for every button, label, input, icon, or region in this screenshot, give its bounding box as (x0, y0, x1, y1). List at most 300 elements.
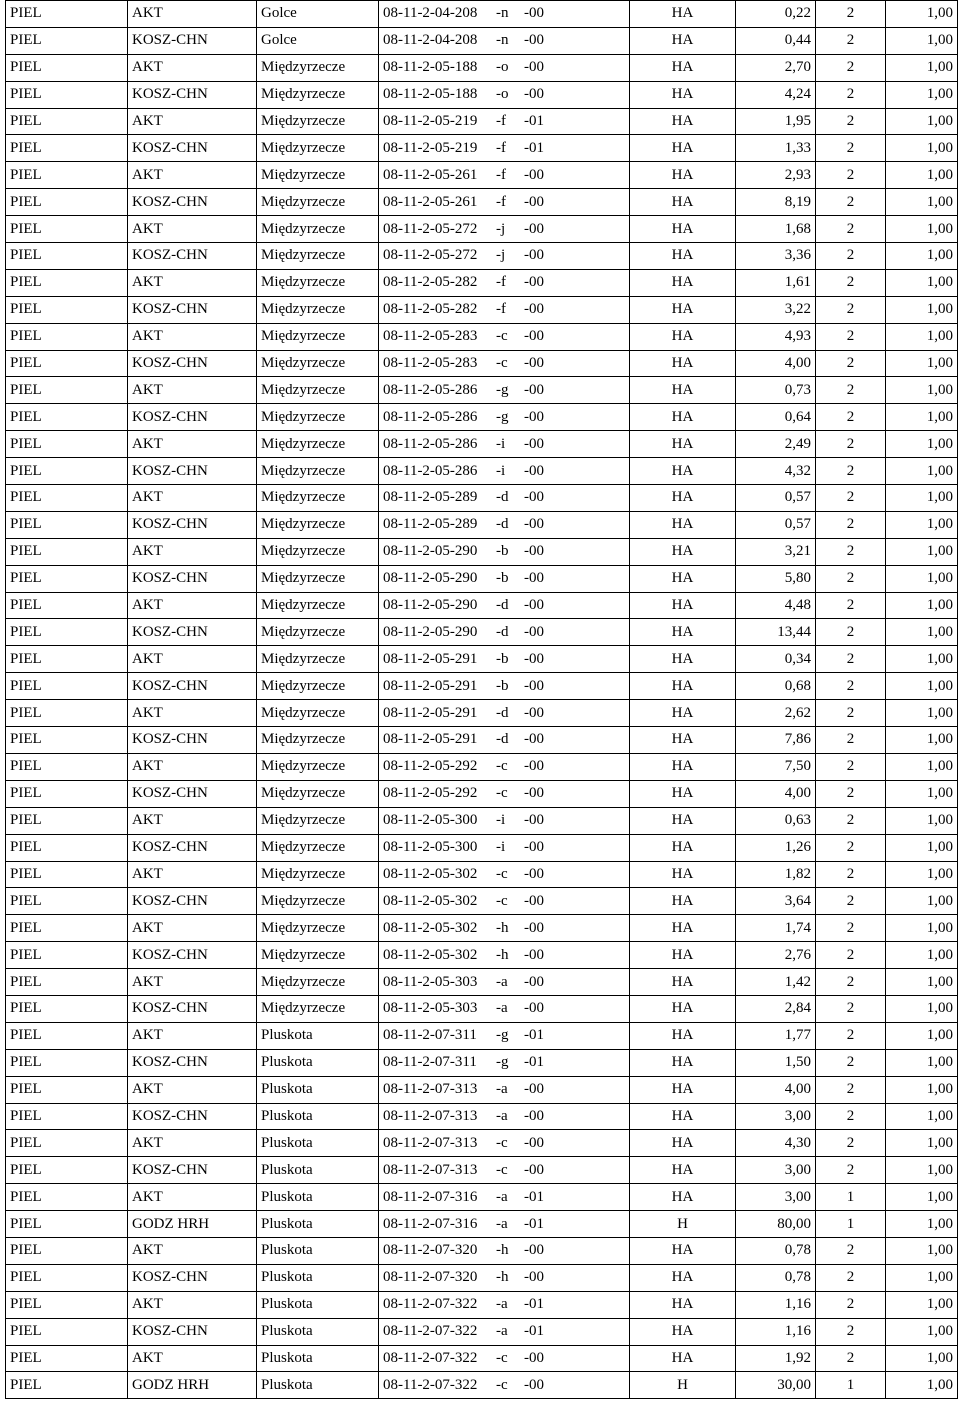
cell-operation (128, 54, 257, 81)
table-row (6, 1184, 958, 1211)
address-sub-text: -g (496, 408, 509, 425)
cell-unit (630, 646, 736, 673)
cell-rate (886, 1130, 958, 1157)
cell-location (257, 269, 379, 296)
rate-text: 1,00 (926, 597, 953, 614)
location-text: Międzyrzecze (261, 677, 346, 694)
cell-operation (128, 216, 257, 243)
address-part-text: -01 (524, 1215, 544, 1232)
quantity-text: 5,80 (784, 570, 811, 587)
cell-category (6, 942, 128, 969)
cell-unit (630, 1157, 736, 1184)
cell-address (379, 296, 630, 323)
operation-text: AKT (132, 1134, 163, 1151)
cell-rate (886, 1103, 958, 1130)
cell-unit (630, 216, 736, 243)
address-part-text: -00 (524, 919, 544, 936)
cell-operation (128, 646, 257, 673)
cell-rate (886, 1184, 958, 1211)
address-code-text: 08-11-2-05-290 (383, 623, 478, 640)
cell-category (6, 969, 128, 996)
group-text: 2 (846, 1161, 855, 1178)
address-part-text: -00 (524, 220, 544, 237)
rate-text: 1,00 (926, 489, 953, 506)
table-row (6, 269, 958, 296)
unit-text: HA (671, 1161, 694, 1178)
category-text: PIEL (10, 1296, 42, 1313)
cell-operation (128, 807, 257, 834)
unit-text: HA (671, 516, 694, 533)
unit-text: HA (671, 543, 694, 560)
cell-group (816, 888, 886, 915)
unit-text: HA (671, 355, 694, 372)
cell-address (379, 673, 630, 700)
rate-text: 1,00 (926, 516, 953, 533)
location-text: Międzyrzecze (261, 758, 346, 775)
rate-text: 1,00 (926, 973, 953, 990)
cell-operation (128, 915, 257, 942)
cell-location (257, 485, 379, 512)
category-text: PIEL (10, 435, 42, 452)
cell-category (6, 565, 128, 592)
table-row (6, 646, 958, 673)
cell-group (816, 1345, 886, 1372)
group-text: 2 (846, 166, 855, 183)
location-text: Pluskota (261, 1323, 313, 1340)
cell-rate (886, 1049, 958, 1076)
address-code-text: 08-11-2-05-219 (383, 113, 478, 129)
location-text: Międzyrzecze (261, 193, 346, 210)
cell-address (379, 1049, 630, 1076)
quantity-text: 4,48 (784, 597, 811, 614)
cell-category (6, 296, 128, 323)
cell-operation (128, 538, 257, 565)
group-text: 2 (846, 274, 855, 291)
cell-address (379, 969, 630, 996)
cell-operation (128, 1103, 257, 1130)
cell-operation (128, 565, 257, 592)
group-text: 2 (846, 543, 855, 560)
address-code-text: 08-11-2-05-290 (383, 597, 478, 614)
cell-address (379, 1022, 630, 1049)
cell-unit (630, 135, 736, 162)
cell-group (816, 1211, 886, 1238)
cell-unit (630, 54, 736, 81)
operation-text: KOSZ-CHN (132, 570, 208, 587)
cell-group (816, 485, 886, 512)
address-part-text: -00 (524, 650, 544, 667)
cell-group (816, 1157, 886, 1184)
table-row (6, 27, 958, 54)
cell-category (6, 888, 128, 915)
rate-text: 1,00 (926, 946, 953, 963)
operation-text: AKT (132, 166, 163, 183)
quantity-text: 80,00 (777, 1215, 811, 1232)
address-code-text: 08-11-2-05-283 (383, 355, 478, 372)
cell-unit (630, 834, 736, 861)
cell-category (6, 1103, 128, 1130)
quantity-text: 0,64 (784, 408, 811, 425)
category-text: PIEL (10, 1215, 42, 1232)
unit-text: HA (671, 973, 694, 990)
operation-text: AKT (132, 59, 163, 76)
cell-operation (128, 1237, 257, 1264)
address-sub-text: -a (496, 1323, 508, 1340)
cell-operation (128, 1, 257, 28)
cell-rate (886, 807, 958, 834)
rate-text: 1,00 (926, 1188, 953, 1205)
unit-text: HA (671, 892, 694, 909)
rate-text: 1,00 (926, 1376, 953, 1393)
address-part-text: -00 (524, 516, 544, 533)
unit-text: HA (671, 1269, 694, 1286)
cell-location (257, 350, 379, 377)
address-code-text: 08-11-2-07-311 (383, 1027, 477, 1044)
rate-text: 1,00 (926, 5, 953, 22)
cell-operation (128, 700, 257, 727)
operation-text: KOSZ-CHN (132, 301, 208, 318)
cell-location (257, 1, 379, 28)
cell-address (379, 1, 630, 28)
cell-unit (630, 1291, 736, 1318)
cell-quantity (736, 727, 816, 754)
table-row (6, 942, 958, 969)
group-text: 2 (846, 1134, 855, 1151)
cell-address (379, 1345, 630, 1372)
table-row (6, 1264, 958, 1291)
cell-group (816, 753, 886, 780)
unit-text: HA (671, 59, 694, 76)
location-text: Międzyrzecze (261, 247, 346, 264)
address-code-text: 08-11-2-07-313 (383, 1161, 478, 1178)
cell-group (816, 377, 886, 404)
unit-text: HA (671, 274, 694, 291)
cell-unit (630, 296, 736, 323)
address-part-text: -01 (524, 1054, 544, 1071)
cell-unit (630, 915, 736, 942)
table-row (6, 807, 958, 834)
table-row (6, 861, 958, 888)
group-text: 1 (846, 1376, 855, 1393)
cell-rate (886, 995, 958, 1022)
cell-category (6, 108, 128, 135)
table-row (6, 1, 958, 28)
cell-unit (630, 861, 736, 888)
cell-rate (886, 753, 958, 780)
operation-text: AKT (132, 328, 163, 345)
rate-text: 1,00 (926, 1215, 953, 1232)
unit-text: HA (671, 1027, 694, 1044)
quantity-text: 4,30 (784, 1134, 811, 1151)
cell-rate (886, 135, 958, 162)
rate-text: 1,00 (926, 1349, 953, 1366)
table-row (6, 81, 958, 108)
address-code-text: 08-11-2-05-291 (383, 731, 478, 748)
address-sub-text: -d (496, 704, 509, 721)
address-code-text: 08-11-2-05-302 (383, 892, 478, 909)
cell-group (816, 1372, 886, 1399)
cell-quantity (736, 108, 816, 135)
operation-text: KOSZ-CHN (132, 247, 208, 264)
cell-quantity (736, 969, 816, 996)
group-text: 2 (846, 1081, 855, 1098)
cell-unit (630, 1372, 736, 1399)
location-text: Międzyrzecze (261, 892, 346, 909)
location-text: Międzyrzecze (261, 650, 346, 667)
location-text: Golce (261, 32, 297, 49)
category-text: PIEL (10, 139, 42, 156)
cell-category (6, 404, 128, 431)
category-text: PIEL (10, 86, 42, 103)
category-text: PIEL (10, 113, 42, 129)
address-part-text: -00 (524, 86, 544, 103)
address-sub-text: -g (496, 1054, 509, 1071)
category-text: PIEL (10, 32, 42, 49)
unit-text: HA (671, 435, 694, 452)
quantity-text: 1,92 (784, 1349, 811, 1366)
category-text: PIEL (10, 408, 42, 425)
cell-operation (128, 995, 257, 1022)
cell-address (379, 323, 630, 350)
table-row (6, 1103, 958, 1130)
address-part-text: -00 (524, 973, 544, 990)
cell-quantity (736, 1318, 816, 1345)
group-text: 2 (846, 839, 855, 856)
operation-text: KOSZ-CHN (132, 1107, 208, 1124)
table-row (6, 216, 958, 243)
cell-address (379, 216, 630, 243)
cell-address (379, 807, 630, 834)
unit-text: HA (671, 704, 694, 721)
cell-location (257, 54, 379, 81)
cell-category (6, 458, 128, 485)
rate-text: 1,00 (926, 543, 953, 560)
quantity-text: 0,57 (784, 489, 811, 506)
address-part-text: -00 (524, 1107, 544, 1124)
cell-operation (128, 861, 257, 888)
location-text: Międzyrzecze (261, 59, 346, 76)
unit-text: HA (671, 919, 694, 936)
cell-rate (886, 727, 958, 754)
cell-quantity (736, 296, 816, 323)
category-text: PIEL (10, 946, 42, 963)
table-row (6, 350, 958, 377)
address-sub-text: -n (496, 32, 509, 49)
cell-unit (630, 995, 736, 1022)
location-text: Pluskota (261, 1107, 313, 1124)
category-text: PIEL (10, 274, 42, 291)
unit-text: HA (671, 220, 694, 237)
cell-unit (630, 431, 736, 458)
operation-text: AKT (132, 758, 163, 775)
group-text: 2 (846, 1296, 855, 1313)
cell-category (6, 27, 128, 54)
address-sub-text: -j (496, 247, 506, 264)
unit-text: HA (671, 1134, 694, 1151)
address-sub-text: -a (496, 1081, 508, 1098)
cell-address (379, 538, 630, 565)
cell-address (379, 888, 630, 915)
quantity-text: 3,36 (784, 247, 811, 264)
address-code-text: 08-11-2-05-290 (383, 543, 478, 560)
location-text: Międzyrzecze (261, 489, 346, 506)
unit-text: H (677, 1376, 688, 1393)
address-part-text: -00 (524, 166, 544, 183)
address-sub-text: -c (496, 355, 508, 372)
group-text: 2 (846, 865, 855, 882)
address-code-text: 08-11-2-07-322 (383, 1376, 478, 1393)
unit-text: HA (671, 166, 694, 183)
cell-category (6, 162, 128, 189)
cell-address (379, 565, 630, 592)
cell-group (816, 834, 886, 861)
cell-group (816, 673, 886, 700)
address-part-text: -00 (524, 812, 544, 829)
cell-rate (886, 1291, 958, 1318)
cell-unit (630, 1130, 736, 1157)
cell-unit (630, 592, 736, 619)
cell-unit (630, 1076, 736, 1103)
unit-text: HA (671, 247, 694, 264)
cell-quantity (736, 1049, 816, 1076)
cell-location (257, 1372, 379, 1399)
quantity-text: 1,50 (784, 1054, 811, 1071)
cell-rate (886, 1211, 958, 1238)
address-sub-text: -a (496, 1000, 508, 1017)
cell-operation (128, 323, 257, 350)
address-sub-text: -c (496, 1161, 508, 1178)
cell-unit (630, 1022, 736, 1049)
address-part-text: -00 (524, 704, 544, 721)
cell-quantity (736, 942, 816, 969)
cell-rate (886, 404, 958, 431)
operation-text: AKT (132, 543, 163, 560)
location-text: Międzyrzecze (261, 973, 346, 990)
address-sub-text: -c (496, 1376, 508, 1393)
address-sub-text: -h (496, 919, 509, 936)
address-part-text: -00 (524, 892, 544, 909)
cell-category (6, 1184, 128, 1211)
address-code-text: 08-11-2-07-322 (383, 1323, 478, 1340)
group-text: 2 (846, 435, 855, 452)
cell-quantity (736, 81, 816, 108)
address-code-text: 08-11-2-05-302 (383, 919, 478, 936)
rate-text: 1,00 (926, 731, 953, 748)
operation-text: AKT (132, 1027, 163, 1044)
work-items-table (5, 0, 958, 1399)
address-code-text: 08-11-2-07-322 (383, 1349, 478, 1366)
unit-text: HA (671, 1107, 694, 1124)
cell-quantity (736, 323, 816, 350)
operation-text: AKT (132, 812, 163, 829)
operation-text: KOSZ-CHN (132, 32, 208, 49)
quantity-text: 3,21 (784, 543, 811, 560)
operation-text: KOSZ-CHN (132, 462, 208, 479)
category-text: PIEL (10, 1188, 42, 1205)
table-row (6, 485, 958, 512)
table-row (6, 1049, 958, 1076)
cell-quantity (736, 1103, 816, 1130)
cell-quantity (736, 1372, 816, 1399)
operation-text: KOSZ-CHN (132, 785, 208, 802)
rate-text: 1,00 (926, 1027, 953, 1044)
address-sub-text: -c (496, 758, 508, 775)
cell-location (257, 565, 379, 592)
cell-group (816, 431, 886, 458)
cell-location (257, 377, 379, 404)
cell-group (816, 350, 886, 377)
address-sub-text: -b (496, 650, 509, 667)
cell-address (379, 27, 630, 54)
category-text: PIEL (10, 1269, 42, 1286)
cell-group (816, 538, 886, 565)
location-text: Międzyrzecze (261, 516, 346, 533)
rate-text: 1,00 (926, 623, 953, 640)
address-code-text: 08-11-2-07-313 (383, 1081, 478, 1098)
quantity-text: 1,16 (784, 1323, 811, 1340)
cell-operation (128, 511, 257, 538)
location-text: Pluskota (261, 1242, 313, 1259)
group-text: 2 (846, 650, 855, 667)
cell-rate (886, 969, 958, 996)
cell-location (257, 296, 379, 323)
address-code-text: 08-11-2-05-300 (383, 839, 478, 856)
cell-unit (630, 243, 736, 270)
cell-location (257, 216, 379, 243)
address-code-text: 08-11-2-05-188 (383, 86, 478, 103)
cell-address (379, 1157, 630, 1184)
unit-text: HA (671, 489, 694, 506)
table-row (6, 1022, 958, 1049)
rate-text: 1,00 (926, 86, 953, 103)
rate-text: 1,00 (926, 193, 953, 210)
cell-address (379, 942, 630, 969)
unit-text: HA (671, 946, 694, 963)
address-code-text: 08-11-2-07-322 (383, 1296, 478, 1313)
rate-text: 1,00 (926, 381, 953, 398)
quantity-text: 1,16 (784, 1296, 811, 1313)
unit-text: HA (671, 758, 694, 775)
address-code-text: 08-11-2-05-303 (383, 973, 478, 990)
cell-address (379, 1076, 630, 1103)
cell-address (379, 753, 630, 780)
cell-group (816, 511, 886, 538)
table-row (6, 673, 958, 700)
cell-group (816, 135, 886, 162)
operation-text: AKT (132, 650, 163, 667)
operation-text: AKT (132, 381, 163, 398)
cell-category (6, 243, 128, 270)
rate-text: 1,00 (926, 355, 953, 372)
group-text: 2 (846, 86, 855, 103)
unit-text: HA (671, 1188, 694, 1205)
cell-category (6, 834, 128, 861)
group-text: 2 (846, 5, 855, 22)
quantity-text: 0,68 (784, 677, 811, 694)
cell-unit (630, 565, 736, 592)
cell-operation (128, 753, 257, 780)
rate-text: 1,00 (926, 570, 953, 587)
cell-location (257, 511, 379, 538)
location-text: Pluskota (261, 1054, 313, 1071)
quantity-text: 4,32 (784, 462, 811, 479)
category-text: PIEL (10, 247, 42, 264)
address-part-text: -00 (524, 1134, 544, 1151)
table-row (6, 753, 958, 780)
address-sub-text: -c (496, 785, 508, 802)
rate-text: 1,00 (926, 59, 953, 76)
cell-category (6, 861, 128, 888)
